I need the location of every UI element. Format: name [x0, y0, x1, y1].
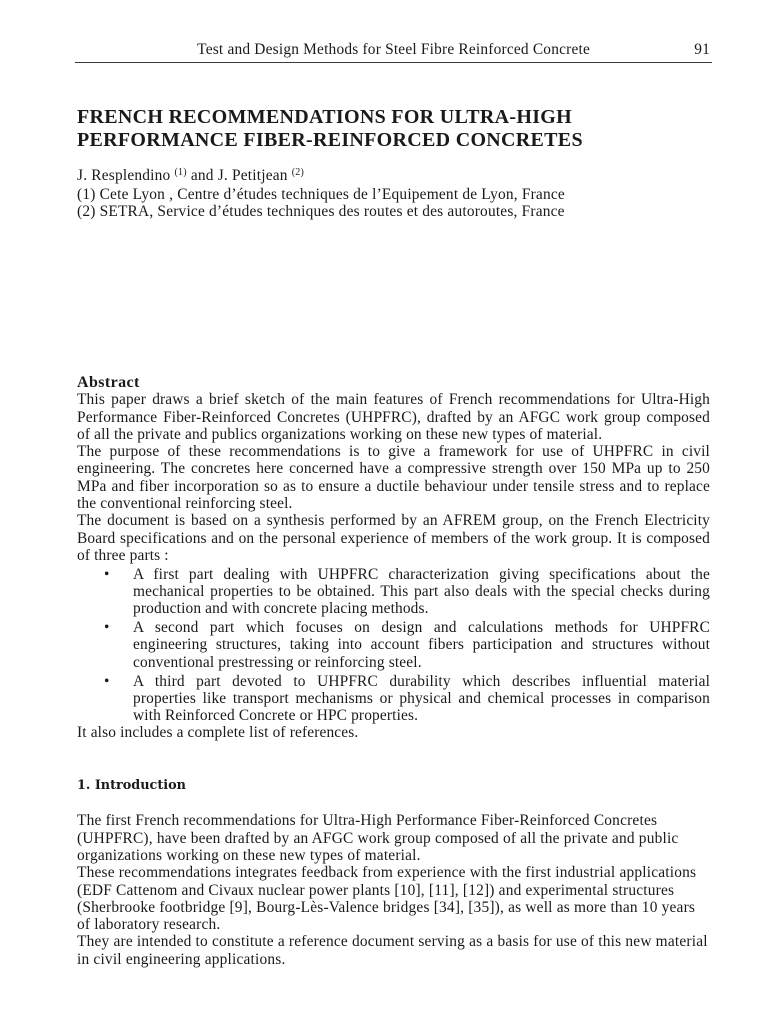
bullet-line: with Reinforced Concrete or HPC properties. [133, 707, 419, 725]
title-line: PERFORMANCE FIBER-REINFORCED CONCRETES [77, 129, 583, 151]
header-rule [75, 62, 712, 63]
abstract-line: Performance Fiber-Reinforced Concretes (UHPFRC), drafted by an AFGC work group composed [77, 408, 710, 426]
introduction-body [77, 812, 737, 968]
abstract-line: the conventional reinforcing steel. [77, 495, 293, 513]
bullet-symbol: • [104, 565, 110, 583]
bullet-line: A second part which focuses on design and calculations methods for UHPFRC [133, 619, 710, 637]
abstract-line: MPa and fiber incorporation so as to ensure a ductile behaviour under tensile stress and to replace [77, 477, 710, 495]
abstract-line: The document is based on a synthesis performed by an AFREM group, on the French Electricity [77, 512, 710, 530]
bullet-line: mechanical properties to be obtained. This part also deals with the special checks during [133, 583, 710, 601]
affiliations [77, 186, 565, 221]
bullet-line: engineering structures, taking into account fibers participation and structures without [133, 636, 710, 654]
introduction-line: (Sherbrooke footbridge [9], Bourg-Lès-Valence bridges [34], [35]), as well as more than 10 years [77, 898, 696, 916]
introduction-line: The first French recommendations for Ultra-High Performance Fiber-Reinforced Concretes [77, 812, 658, 830]
abstract-line: This paper draws a brief sketch of the main features of French recommendations for Ultra-High [77, 391, 710, 409]
abstract-line: engineering. The concretes here concerned have a compressive strength over 150 MPa up to 250 [77, 460, 710, 478]
bullet-line: properties like transport mechanisms or physical and chemical processes in comparison [133, 689, 710, 707]
page-number: 91 [694, 41, 710, 58]
abstract-paragraph [77, 391, 710, 443]
introduction-line: They are intended to constitute a reference document serving as a basis for use of this new material [77, 933, 708, 951]
affiliation-ref: (2) [291, 167, 304, 178]
abstract-paragraph [77, 512, 710, 564]
abstract-body [77, 391, 710, 741]
author-connector: and [190, 167, 214, 184]
introduction-paragraph [77, 933, 737, 968]
introduction-line: These recommendations integrates feedback from experience with the first industrial applications [77, 864, 697, 882]
abstract-line: Board specifications and on the personal experience of members of the work group. It is composed [77, 529, 710, 547]
abstract-heading: Abstract [77, 374, 140, 391]
abstract-line: of three parts : [77, 546, 169, 564]
affiliation-ref: (1) [174, 167, 187, 178]
author-name: J. Petitjean [217, 167, 288, 184]
author-name: J. Resplendino [77, 167, 171, 184]
bullet-line: production and with concrete placing methods. [133, 600, 429, 618]
bullet-item [77, 619, 710, 671]
abstract-paragraph [77, 443, 710, 512]
introduction-paragraph [77, 812, 737, 864]
bullet-item [77, 673, 710, 725]
bullet-symbol: • [104, 619, 110, 637]
abstract-line: The purpose of these recommendations is to give a framework for use of UHPFRC in civil [77, 443, 710, 461]
bullet-line: conventional prestressing or reinforcing steel. [133, 653, 422, 671]
introduction-line: (EDF Cattenom and Civaux nuclear power plants [10], [11], [12]) and experimental structures [77, 881, 675, 899]
affiliation-line: (2) SETRA, Service d’études techniques des routes et des autoroutes, France [77, 203, 565, 221]
bullet-line: A first part dealing with UHPFRC characterization giving specifications about the [133, 565, 710, 583]
paper-title [77, 106, 583, 152]
introduction-line: of laboratory research. [77, 916, 221, 934]
introduction-line: (UHPFRC), have been drafted by an AFGC work group composed of all the private and public [77, 829, 679, 847]
bullet-symbol: • [104, 672, 110, 690]
title-line: FRENCH RECOMMENDATIONS FOR ULTRA-HIGH [77, 106, 573, 128]
affiliation-line: (1) Cete Lyon , Centre d’études techniques de l’Equipement de Lyon, France [77, 186, 565, 203]
running-header-title: Test and Design Methods for Steel Fibre Reinforced Concrete [197, 41, 590, 58]
bullet-line: A third part devoted to UHPFRC durability which describes influential material [133, 672, 710, 690]
abstract-closing-line: It also includes a complete list of references. [77, 724, 359, 742]
introduction-paragraph [77, 864, 737, 933]
section-heading-introduction: 1. Introduction [77, 778, 186, 793]
introduction-line: in civil engineering applications. [77, 950, 286, 968]
author-line [77, 167, 304, 185]
introduction-line: organizations working on these new types of material. [77, 846, 421, 864]
abstract-line: of all the private and publics organizations working on these new types of material. [77, 425, 603, 443]
bullet-item [77, 566, 710, 618]
